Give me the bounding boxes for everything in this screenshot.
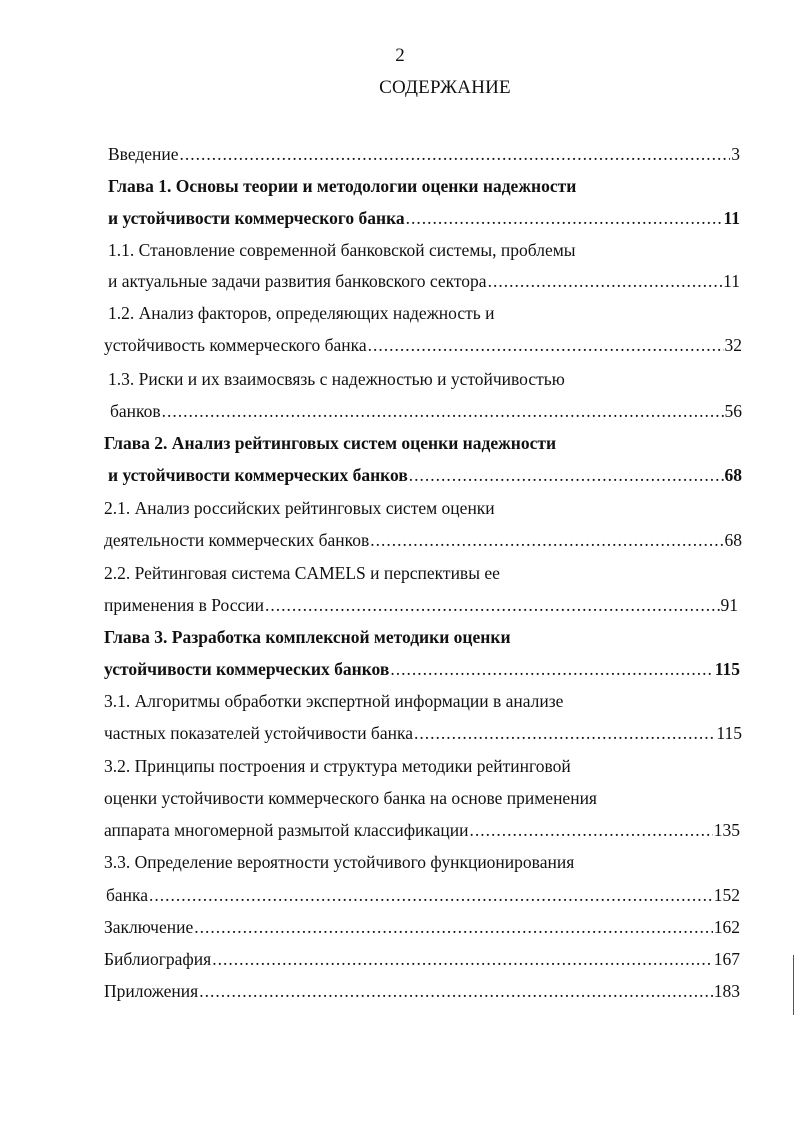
toc-entry-title: аппарата многомерной размытой классификации <box>104 820 469 840</box>
toc-entry-page: 115 <box>714 659 740 679</box>
toc-entry-page: 115 <box>716 723 742 743</box>
toc-entry-page: 56 <box>724 401 742 421</box>
toc-entry-page: 32 <box>724 335 742 355</box>
toc-entry-title: Заключение <box>104 917 194 937</box>
toc-entry-page: 135 <box>713 820 740 840</box>
dot-leader <box>370 527 723 553</box>
toc-entry-title: деятельности коммерческих банков <box>104 530 370 550</box>
toc-section-1-2-heading[interactable]: 1.2. Анализ факторов, определяющих надежность и <box>108 303 495 323</box>
dot-leader <box>406 205 723 231</box>
toc-section-3-2[interactable] <box>104 817 740 843</box>
toc-section-2-1-heading[interactable]: 2.1. Анализ российских рейтинговых систем оценки <box>104 498 495 518</box>
toc-entry-conclusion[interactable] <box>104 914 740 940</box>
toc-entry-title: Введение <box>108 144 179 164</box>
toc-entry-appendices[interactable] <box>104 978 740 1004</box>
toc-entry-page: 3 <box>731 144 740 164</box>
toc-section-2-1[interactable] <box>104 527 742 553</box>
scan-edge-mark <box>793 955 794 1015</box>
toc-section-3-1-heading[interactable]: 3.1. Алгоритмы обработки экспертной информации в анализе <box>104 691 564 711</box>
page-title: СОДЕРЖАНИЕ <box>379 77 511 98</box>
toc-entry-page: 68 <box>724 465 742 485</box>
toc-section-1-1-heading[interactable]: 1.1. Становление современной банковской системы, проблемы <box>108 240 576 260</box>
toc-entry-title: банков <box>110 401 161 421</box>
toc-entry-title: Библиография <box>104 949 212 969</box>
toc-entry-page: 68 <box>724 530 742 550</box>
page-number: 2 <box>395 45 405 66</box>
toc-section-1-3-heading[interactable]: 1.3. Риски и их взаимосвязь с надежностью и устойчивостью <box>108 369 565 389</box>
toc-chapter-3[interactable] <box>104 656 740 682</box>
toc-chapter-1[interactable] <box>108 205 740 231</box>
toc-entry-page: 162 <box>713 917 740 937</box>
toc-entry-title: применения в России <box>104 595 264 615</box>
toc-section-2-2[interactable] <box>104 592 738 618</box>
dot-leader <box>409 462 724 488</box>
dot-leader <box>414 720 715 746</box>
toc-section-1-1[interactable] <box>108 268 740 294</box>
toc-entry-title: и устойчивости коммерческого банка <box>108 208 405 228</box>
dot-leader <box>390 656 713 682</box>
dot-leader <box>149 882 713 908</box>
toc-entry-title: Приложения <box>104 981 199 1001</box>
toc-section-3-3[interactable] <box>106 882 740 908</box>
toc-section-3-1[interactable] <box>104 720 742 746</box>
toc-entry-page: 91 <box>720 595 738 615</box>
toc-entry-page: 11 <box>723 271 740 291</box>
toc-entry-introduction[interactable] <box>108 141 740 167</box>
toc-section-1-2[interactable] <box>104 332 742 358</box>
toc-entry-page: 183 <box>713 981 740 1001</box>
dot-leader <box>194 914 713 940</box>
toc-chapter-2[interactable] <box>108 462 742 488</box>
dot-leader <box>470 817 713 843</box>
toc-section-3-2-heading-cont[interactable]: оценки устойчивости коммерческого банка на основе применения <box>104 788 597 808</box>
toc-entry-page: 11 <box>723 208 740 228</box>
toc-chapter-2-heading[interactable]: Глава 2. Анализ рейтинговых систем оценки надежности <box>104 433 557 453</box>
toc-entry-title: частных показателей устойчивости банка <box>104 723 413 743</box>
toc-section-1-3[interactable] <box>110 398 742 424</box>
dot-leader <box>180 141 731 167</box>
dot-leader <box>368 332 724 358</box>
dot-leader <box>212 946 713 972</box>
dot-leader <box>199 978 713 1004</box>
toc-section-3-3-heading[interactable]: 3.3. Определение вероятности устойчивого функционирования <box>104 852 575 872</box>
toc-entry-title: и актуальные задачи развития банковского сектора <box>108 271 487 291</box>
toc-entry-bibliography[interactable] <box>104 946 740 972</box>
toc-section-2-2-heading[interactable]: 2.2. Рейтинговая система CAMELS и перспективы ее <box>104 563 500 583</box>
toc-chapter-1-heading[interactable]: Глава 1. Основы теории и методологии оценки надежности <box>108 176 577 196</box>
toc-entry-title: банка <box>106 885 149 905</box>
toc-entry-page: 167 <box>713 949 740 969</box>
toc-section-3-2-heading[interactable]: 3.2. Принципы построения и структура методики рейтинговой <box>104 756 571 776</box>
toc-entry-title: и устойчивости коммерческих банков <box>108 465 408 485</box>
toc-entry-title: устойчивости коммерческих банков <box>104 659 390 679</box>
dot-leader <box>488 268 723 294</box>
dot-leader <box>162 398 724 424</box>
toc-chapter-3-heading[interactable]: Глава 3. Разработка комплексной методики оценки <box>104 627 511 647</box>
dot-leader <box>265 592 720 618</box>
toc-entry-title: устойчивость коммерческого банка <box>104 335 367 355</box>
toc-entry-page: 152 <box>713 885 740 905</box>
